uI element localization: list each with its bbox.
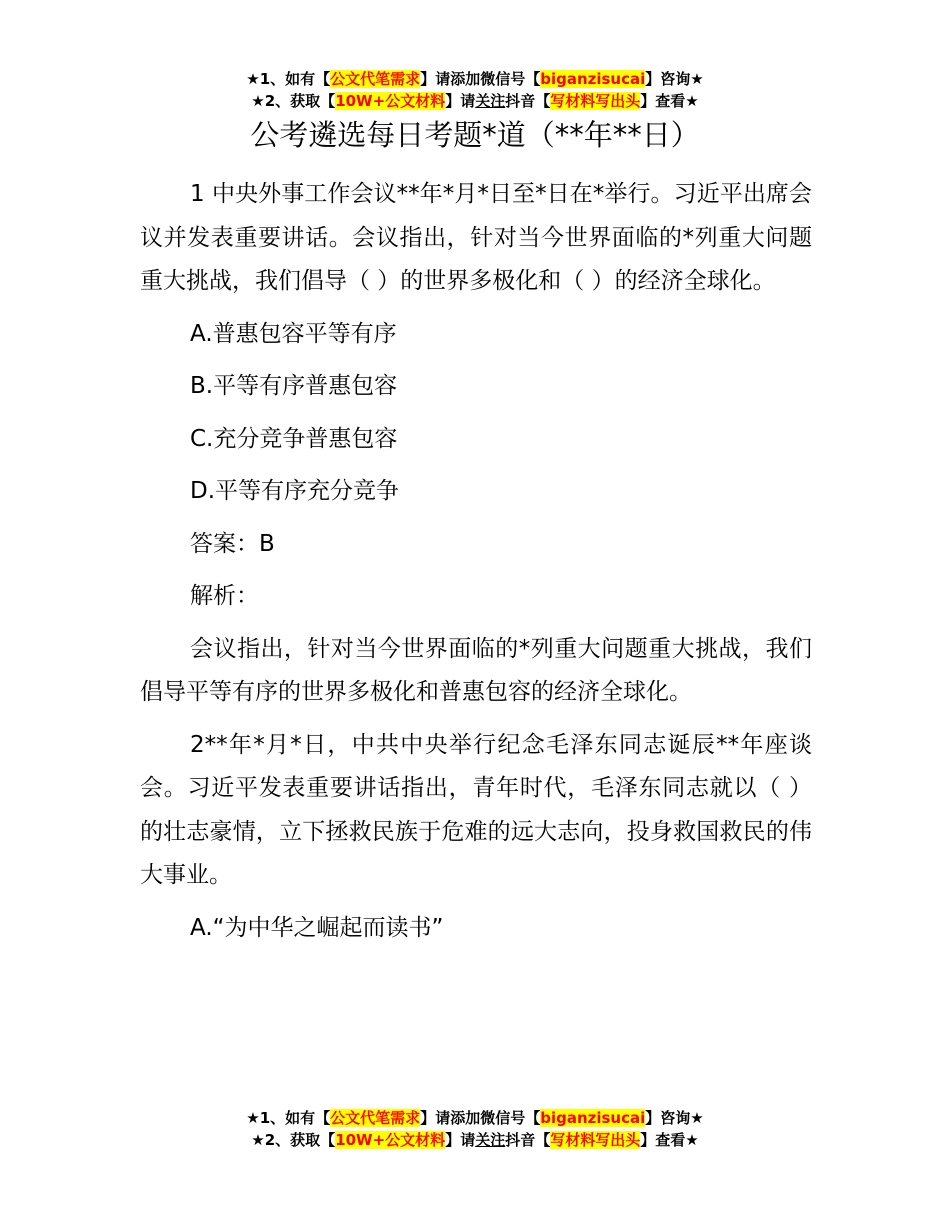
banner-highlight: 公文代笔需求 bbox=[330, 70, 421, 88]
banner-text: 】请 bbox=[445, 1131, 476, 1149]
header-banner bbox=[0, 68, 950, 112]
page-title: 公考遴选每日考题*道（**年**日） bbox=[250, 118, 700, 152]
banner-line-2 bbox=[0, 1129, 950, 1151]
question-1-analysis-label: 解析： bbox=[190, 583, 259, 609]
banner-text: 】请添加微信号【 bbox=[420, 70, 541, 88]
banner-text: ★1、如有【 bbox=[246, 70, 331, 88]
question-1-analysis: 会议指出，针对当今世界面临的*列重大问题重大挑战，我们倡导平等有序的世界多极化和普惠包容的经济全球化。 bbox=[140, 635, 812, 705]
banner-text: 】咨询★ bbox=[645, 1109, 704, 1127]
banner-text: ★2、获取【 bbox=[251, 92, 336, 110]
banner-underlined: 关注 bbox=[475, 1131, 506, 1149]
banner-text: 】咨询★ bbox=[645, 70, 704, 88]
footer-banner bbox=[0, 1107, 950, 1151]
banner-text: ★2、获取【 bbox=[251, 1131, 336, 1149]
question-1-option-b: B.平等有序普惠包容 bbox=[190, 373, 398, 399]
banner-highlight: 公文代笔需求 bbox=[330, 1109, 421, 1127]
banner-highlight: biganzisucai bbox=[540, 70, 646, 88]
banner-highlight: 写材料写出头 bbox=[550, 1131, 641, 1149]
question-2-option-a: A.“为中华之崛起而读书” bbox=[190, 914, 444, 941]
banner-highlight: biganzisucai bbox=[540, 1109, 646, 1127]
question-1-option-d: D.平等有序充分竞争 bbox=[190, 478, 400, 504]
banner-line-1 bbox=[0, 68, 950, 90]
document-body bbox=[140, 173, 812, 959]
banner-text: 】请 bbox=[445, 92, 476, 110]
banner-highlight: 10W+公文材料 bbox=[335, 1131, 446, 1149]
question-1-option-c: C.充分竞争普惠包容 bbox=[190, 425, 398, 452]
question-1-option-a: A.普惠包容平等有序 bbox=[190, 320, 397, 347]
banner-text: ★1、如有【 bbox=[246, 1109, 331, 1127]
banner-text: 】请添加微信号【 bbox=[420, 1109, 541, 1127]
banner-highlight: 写材料写出头 bbox=[550, 92, 641, 110]
banner-text: 抖音【 bbox=[505, 92, 551, 110]
question-2-stem: 2**年*月*日，中共中央举行纪念毛泽东同志诞辰**年座谈会。习近平发表重要讲话指出，青年时代，毛泽东同志就以（ ）的壮志豪情，立下拯救民族于危难的远大志向，投身救国救民的伟大事业。 bbox=[140, 731, 812, 888]
banner-text: 】查看★ bbox=[640, 92, 699, 110]
banner-highlight: 10W+公文材料 bbox=[335, 92, 446, 110]
banner-text: 抖音【 bbox=[505, 1131, 551, 1149]
banner-underlined: 关注 bbox=[475, 92, 506, 110]
banner-line-2 bbox=[0, 90, 950, 112]
banner-line-1 bbox=[0, 1107, 950, 1129]
banner-text: 】查看★ bbox=[640, 1131, 699, 1149]
question-1-answer: 答案：B bbox=[190, 530, 275, 557]
question-1-stem: 1 中央外事工作会议**年*月*日至*日在*举行。习近平出席会议并发表重要讲话。会议指出，针对当今世界面临的*列重大问题重大挑战，我们倡导（ ）的世界多极化和（ ）的经济全球化。 bbox=[140, 181, 812, 294]
